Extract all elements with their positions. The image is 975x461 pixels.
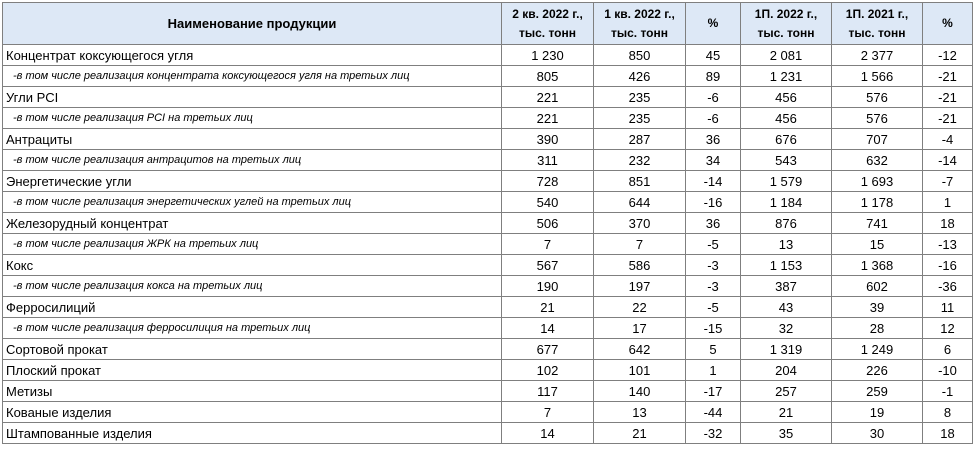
cell-h1-2022: 456 bbox=[741, 87, 832, 108]
table-subrow bbox=[3, 276, 973, 297]
cell-pct-quarter: -5 bbox=[686, 297, 741, 318]
table-subrow bbox=[3, 150, 973, 171]
cell-h1-2022: 1 231 bbox=[741, 66, 832, 87]
cell-pct-quarter: -6 bbox=[686, 87, 741, 108]
cell-q2-2022: 14 bbox=[502, 423, 594, 444]
cell-q2-2022: 21 bbox=[502, 297, 594, 318]
cell-pct-half: -16 bbox=[923, 255, 973, 276]
cell-product-name: -в том числе реализация ферросилиция на третьих лиц bbox=[3, 318, 502, 339]
cell-pct-half: -21 bbox=[923, 108, 973, 129]
cell-q1-2022: 851 bbox=[594, 171, 686, 192]
cell-pct-half: 18 bbox=[923, 213, 973, 234]
cell-product-name: -в том числе реализация ЖРК на третьих лиц bbox=[3, 234, 502, 255]
header-h1-2021: 1П. 2021 г., тыс. тонн bbox=[832, 3, 923, 45]
cell-h1-2022: 257 bbox=[741, 381, 832, 402]
cell-pct-quarter: -3 bbox=[686, 276, 741, 297]
table-row bbox=[3, 339, 973, 360]
cell-h1-2022: 35 bbox=[741, 423, 832, 444]
cell-h1-2021: 1 249 bbox=[832, 339, 923, 360]
cell-pct-half: 18 bbox=[923, 423, 973, 444]
cell-q2-2022: 677 bbox=[502, 339, 594, 360]
cell-product-name: Плоский прокат bbox=[3, 360, 502, 381]
cell-h1-2021: 576 bbox=[832, 87, 923, 108]
cell-product-name: Энергетические угли bbox=[3, 171, 502, 192]
production-table bbox=[2, 2, 973, 444]
cell-q1-2022: 642 bbox=[594, 339, 686, 360]
cell-pct-half: 12 bbox=[923, 318, 973, 339]
table-subrow bbox=[3, 318, 973, 339]
cell-q2-2022: 7 bbox=[502, 402, 594, 423]
cell-pct-half: 1 bbox=[923, 192, 973, 213]
header-pct-quarter: % bbox=[686, 3, 741, 45]
cell-h1-2022: 1 319 bbox=[741, 339, 832, 360]
cell-pct-half: 6 bbox=[923, 339, 973, 360]
cell-pct-quarter: -14 bbox=[686, 171, 741, 192]
cell-q2-2022: 1 230 bbox=[502, 45, 594, 66]
table-row bbox=[3, 171, 973, 192]
cell-h1-2022: 456 bbox=[741, 108, 832, 129]
cell-q2-2022: 190 bbox=[502, 276, 594, 297]
cell-q1-2022: 370 bbox=[594, 213, 686, 234]
cell-pct-half: -7 bbox=[923, 171, 973, 192]
cell-q2-2022: 540 bbox=[502, 192, 594, 213]
cell-h1-2021: 602 bbox=[832, 276, 923, 297]
cell-h1-2021: 1 368 bbox=[832, 255, 923, 276]
cell-h1-2021: 1 566 bbox=[832, 66, 923, 87]
cell-pct-half: 8 bbox=[923, 402, 973, 423]
cell-product-name: Кокс bbox=[3, 255, 502, 276]
table-subrow bbox=[3, 192, 973, 213]
cell-q1-2022: 140 bbox=[594, 381, 686, 402]
cell-h1-2022: 543 bbox=[741, 150, 832, 171]
cell-product-name: Железорудный концентрат bbox=[3, 213, 502, 234]
cell-h1-2022: 387 bbox=[741, 276, 832, 297]
cell-pct-quarter: -3 bbox=[686, 255, 741, 276]
cell-pct-half: -12 bbox=[923, 45, 973, 66]
cell-product-name: -в том числе реализация энергетических углей на третьих лиц bbox=[3, 192, 502, 213]
cell-product-name: Кованые изделия bbox=[3, 402, 502, 423]
cell-q1-2022: 197 bbox=[594, 276, 686, 297]
cell-pct-quarter: -44 bbox=[686, 402, 741, 423]
cell-product-name: -в том числе реализация PCI на третьих лиц bbox=[3, 108, 502, 129]
cell-pct-half: -13 bbox=[923, 234, 973, 255]
cell-h1-2022: 43 bbox=[741, 297, 832, 318]
cell-q2-2022: 390 bbox=[502, 129, 594, 150]
cell-h1-2021: 259 bbox=[832, 381, 923, 402]
cell-q2-2022: 728 bbox=[502, 171, 594, 192]
cell-h1-2021: 1 693 bbox=[832, 171, 923, 192]
cell-h1-2021: 707 bbox=[832, 129, 923, 150]
cell-q2-2022: 221 bbox=[502, 87, 594, 108]
table-row bbox=[3, 402, 973, 423]
cell-q1-2022: 7 bbox=[594, 234, 686, 255]
cell-product-name: Антрациты bbox=[3, 129, 502, 150]
cell-q2-2022: 567 bbox=[502, 255, 594, 276]
cell-q1-2022: 426 bbox=[594, 66, 686, 87]
cell-pct-quarter: -32 bbox=[686, 423, 741, 444]
cell-q1-2022: 101 bbox=[594, 360, 686, 381]
cell-product-name: Концентрат коксующегося угля bbox=[3, 45, 502, 66]
cell-h1-2021: 1 178 bbox=[832, 192, 923, 213]
cell-q1-2022: 287 bbox=[594, 129, 686, 150]
cell-pct-quarter: -6 bbox=[686, 108, 741, 129]
cell-pct-quarter: 36 bbox=[686, 129, 741, 150]
cell-pct-quarter: -15 bbox=[686, 318, 741, 339]
cell-h1-2021: 39 bbox=[832, 297, 923, 318]
table-subrow bbox=[3, 108, 973, 129]
table-row bbox=[3, 129, 973, 150]
cell-q1-2022: 644 bbox=[594, 192, 686, 213]
cell-h1-2022: 1 153 bbox=[741, 255, 832, 276]
table-row bbox=[3, 423, 973, 444]
cell-product-name: -в том числе реализация концентрата коксующегося угля на третьих лиц bbox=[3, 66, 502, 87]
cell-q1-2022: 235 bbox=[594, 108, 686, 129]
cell-q1-2022: 17 bbox=[594, 318, 686, 339]
table-row bbox=[3, 360, 973, 381]
cell-pct-quarter: 5 bbox=[686, 339, 741, 360]
cell-pct-half: -21 bbox=[923, 87, 973, 108]
cell-h1-2021: 2 377 bbox=[832, 45, 923, 66]
cell-q1-2022: 22 bbox=[594, 297, 686, 318]
cell-h1-2021: 28 bbox=[832, 318, 923, 339]
cell-pct-quarter: -17 bbox=[686, 381, 741, 402]
cell-h1-2022: 676 bbox=[741, 129, 832, 150]
cell-pct-half: -10 bbox=[923, 360, 973, 381]
cell-h1-2021: 30 bbox=[832, 423, 923, 444]
cell-h1-2021: 632 bbox=[832, 150, 923, 171]
table-subrow bbox=[3, 234, 973, 255]
cell-q1-2022: 850 bbox=[594, 45, 686, 66]
cell-h1-2021: 741 bbox=[832, 213, 923, 234]
header-q1-2022: 1 кв. 2022 г., тыс. тонн bbox=[594, 3, 686, 45]
cell-q2-2022: 102 bbox=[502, 360, 594, 381]
header-row bbox=[3, 3, 973, 45]
cell-q1-2022: 235 bbox=[594, 87, 686, 108]
cell-h1-2022: 13 bbox=[741, 234, 832, 255]
cell-product-name: Угли PCI bbox=[3, 87, 502, 108]
header-pct-half: % bbox=[923, 3, 973, 45]
cell-q2-2022: 14 bbox=[502, 318, 594, 339]
table-row bbox=[3, 297, 973, 318]
cell-h1-2022: 21 bbox=[741, 402, 832, 423]
cell-pct-half: -1 bbox=[923, 381, 973, 402]
cell-product-name: Метизы bbox=[3, 381, 502, 402]
cell-pct-quarter: 45 bbox=[686, 45, 741, 66]
cell-pct-half: -36 bbox=[923, 276, 973, 297]
cell-h1-2022: 32 bbox=[741, 318, 832, 339]
cell-pct-half: -21 bbox=[923, 66, 973, 87]
table-body bbox=[3, 45, 973, 444]
cell-q1-2022: 586 bbox=[594, 255, 686, 276]
cell-product-name: -в том числе реализация антрацитов на третьих лиц bbox=[3, 150, 502, 171]
header-q2-2022: 2 кв. 2022 г., тыс. тонн bbox=[502, 3, 594, 45]
cell-q2-2022: 805 bbox=[502, 66, 594, 87]
cell-pct-half: -14 bbox=[923, 150, 973, 171]
cell-h1-2022: 876 bbox=[741, 213, 832, 234]
table-row bbox=[3, 213, 973, 234]
cell-product-name: Сортовой прокат bbox=[3, 339, 502, 360]
table-row bbox=[3, 381, 973, 402]
cell-h1-2022: 204 bbox=[741, 360, 832, 381]
header-product-name: Наименование продукции bbox=[3, 3, 502, 45]
cell-q1-2022: 232 bbox=[594, 150, 686, 171]
cell-pct-half: 11 bbox=[923, 297, 973, 318]
table-row bbox=[3, 255, 973, 276]
cell-pct-quarter: 36 bbox=[686, 213, 741, 234]
cell-pct-quarter: 89 bbox=[686, 66, 741, 87]
cell-q2-2022: 7 bbox=[502, 234, 594, 255]
cell-product-name: Штампованные изделия bbox=[3, 423, 502, 444]
cell-q2-2022: 221 bbox=[502, 108, 594, 129]
cell-h1-2021: 19 bbox=[832, 402, 923, 423]
cell-h1-2022: 1 184 bbox=[741, 192, 832, 213]
cell-pct-quarter: -5 bbox=[686, 234, 741, 255]
cell-h1-2022: 2 081 bbox=[741, 45, 832, 66]
cell-pct-quarter: 1 bbox=[686, 360, 741, 381]
cell-pct-half: -4 bbox=[923, 129, 973, 150]
cell-h1-2021: 576 bbox=[832, 108, 923, 129]
cell-q2-2022: 117 bbox=[502, 381, 594, 402]
cell-product-name: Ферросилиций bbox=[3, 297, 502, 318]
header-h1-2022: 1П. 2022 г., тыс. тонн bbox=[741, 3, 832, 45]
table-row bbox=[3, 87, 973, 108]
cell-product-name: -в том числе реализация кокса на третьих лиц bbox=[3, 276, 502, 297]
cell-q1-2022: 21 bbox=[594, 423, 686, 444]
cell-pct-quarter: -16 bbox=[686, 192, 741, 213]
cell-h1-2021: 15 bbox=[832, 234, 923, 255]
cell-q2-2022: 506 bbox=[502, 213, 594, 234]
cell-h1-2021: 226 bbox=[832, 360, 923, 381]
cell-h1-2022: 1 579 bbox=[741, 171, 832, 192]
cell-pct-quarter: 34 bbox=[686, 150, 741, 171]
cell-q1-2022: 13 bbox=[594, 402, 686, 423]
table-subrow bbox=[3, 66, 973, 87]
table-row bbox=[3, 45, 973, 66]
cell-q2-2022: 311 bbox=[502, 150, 594, 171]
